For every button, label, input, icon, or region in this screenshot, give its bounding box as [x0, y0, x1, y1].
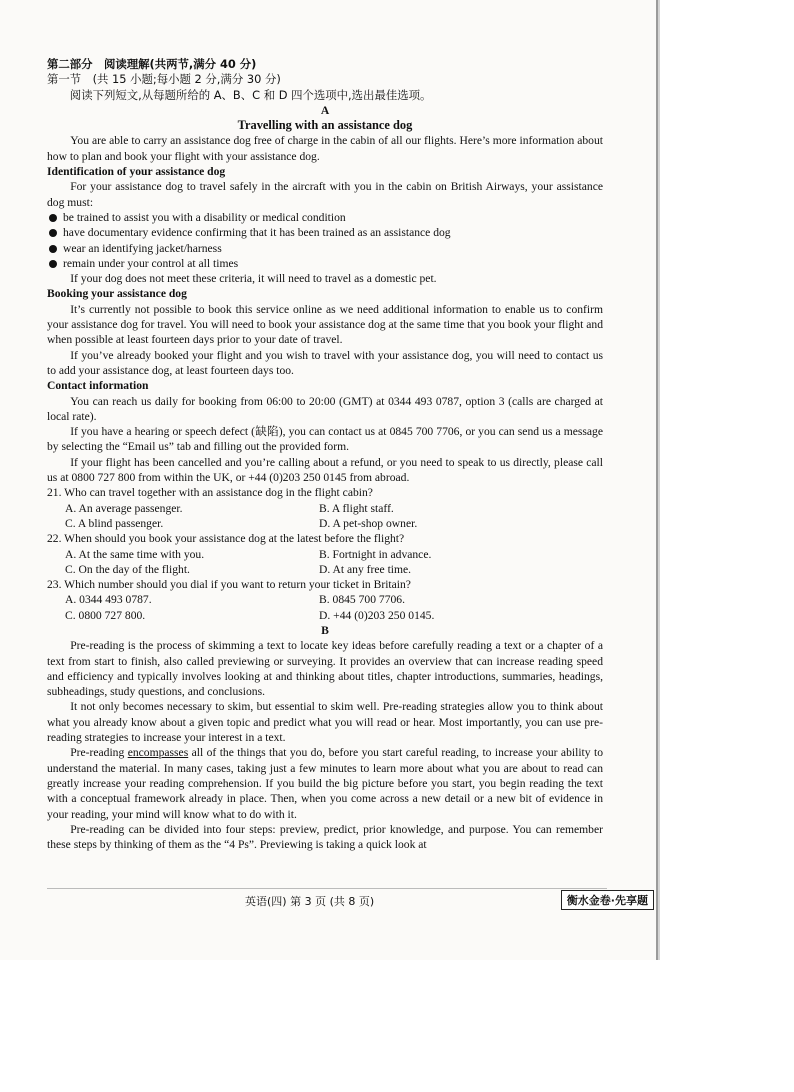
question-23-stem: 23. Which number should you dial if you want to return your ticket in Britain?: [47, 578, 411, 592]
contact-paragraph-1: You can reach us daily for booking from 06:00 to 20:00 (GMT) at 0344 493 0787, option 3 (calls are charged at local rate).: [47, 394, 603, 423]
question-22-options: [47, 562, 603, 577]
bullet-item: be trained to assist you with a disability or medical condition: [47, 210, 603, 225]
question-22-stem: 22. When should you book your assistance dog at the latest before the flight?: [47, 532, 405, 546]
page-footer: [0, 889, 656, 911]
question-22-options: [47, 547, 603, 562]
passage-b-letter: B: [321, 623, 329, 637]
bullet-icon: [49, 245, 57, 253]
option-c: C. On the day of the flight.: [65, 562, 190, 576]
brand-label: 衡水金卷·先享题: [561, 890, 654, 910]
question-23-options: [47, 608, 603, 623]
option-a: A. At the same time with you.: [65, 547, 205, 561]
booking-heading: Booking your assistance dog: [47, 287, 187, 301]
instruction: 阅读下列短文,从每题所给的 A、B、C 和 D 四个选项中,选出最佳选项。: [69, 87, 432, 102]
option-b: B. A flight staff.: [319, 501, 394, 515]
booking-paragraph-1: It’s currently not possible to book this service online as we need additional information to enable us to confirm your assistance dog for travel. You will need to book your assistance dog at the same time that you book your flight and when possible at least fourteen days prior to your date of travel.: [47, 302, 603, 347]
option-c: C. 0800 727 800.: [65, 608, 146, 622]
contact-paragraph-3: If your flight has been cancelled and you’re calling about a refund, or you need to speak to us directly, please call us at 0800 727 800 from within the UK, or +44 (0)203 250 0145 from abroad.: [47, 455, 603, 485]
passage-a-intro: You are able to carry an assistance dog free of charge in the cabin of all our flights. Here’s more information about how to plan and book your flight with your assistance dog.: [47, 134, 603, 163]
contact-heading: Contact information: [47, 379, 149, 393]
question-21-options: [47, 501, 603, 516]
part-heading: 第二部分 阅读理解(共两节,满分 40 分): [47, 57, 257, 71]
option-b: B. 0845 700 7706.: [319, 593, 405, 607]
bullet-icon: [49, 229, 57, 237]
passage-b-paragraph-1: Pre-reading is the process of skimming a text to locate key ideas before carefully reading a text or a chapter of a text from start to finish, also called previewing or surveying. It provides an overview that can increase reading speed and efficiency and typically involves looking at and thinking about titles, chapter introductions, summaries, headings, subheadings, study questions, and conclusions.: [47, 639, 603, 699]
bullet-icon: [49, 260, 57, 268]
page-number: 英语(四) 第 3 页 (共 8 页): [245, 895, 375, 908]
question-21-stem: 21. Who can travel together with an assistance dog in the flight cabin?: [47, 486, 373, 500]
option-a: A. 0344 493 0787.: [65, 593, 152, 607]
criteria-paragraph: If your dog does not meet these criteria, it will need to travel as a domestic pet.: [70, 272, 437, 286]
passage-a-letter: A: [320, 103, 330, 117]
passage-b-paragraph-3: Pre-reading encompasses all of the things that you do, before you start careful reading, to increase your ability to understand the material. In many cases, taking just a few minutes to learn more about what you are about to read can greatly increase your reading comprehension. If you build the big picture before you start, you begin reading the text with a conceptual framework already in place. Then, when you come across a new detail or a new bit of evidence in your reading, your mind will know what to do with it.: [47, 746, 603, 821]
contact-paragraph-2: If you have a hearing or speech defect (缺陷), you can contact us at 0845 700 7706, or you can send us a message by selecting the “Email us” tab and filling out the provided form.: [47, 425, 603, 454]
option-a: A. An average passenger.: [65, 501, 183, 515]
bullet-item: have documentary evidence confirming that it has been trained as an assistance dog: [47, 225, 603, 240]
bullet-icon: [49, 214, 57, 222]
option-b: B. Fortnight in advance.: [319, 547, 432, 561]
page-content: [47, 57, 603, 852]
identification-paragraph: For your assistance dog to travel safely in the aircraft with you in the cabin on British Airways, your assistance dog must:: [47, 180, 603, 209]
booking-paragraph-2: If you’ve already booked your flight and you wish to travel with your assistance dog, you will need to contact us to add your assistance dog, at least fourteen days too.: [47, 348, 603, 377]
section-heading: 第一节 (共 15 小题;每小题 2 分,满分 30 分): [47, 72, 281, 87]
question-21-options: [47, 516, 603, 531]
passage-b-paragraph-2: It not only becomes necessary to skim, but essential to skim well. Pre-reading strategies allow you to think about what you already know about a given topic and predict what you will read or hear. Most importantly, you can use pre-reading strategies to increase your interest in a text.: [47, 700, 603, 745]
option-d: D. A pet-shop owner.: [319, 516, 418, 530]
question-23-options: [47, 592, 603, 607]
option-d: D. +44 (0)203 250 0145.: [319, 608, 435, 622]
passage-a-title: Travelling with an assistance dog: [237, 118, 413, 133]
option-c: C. A blind passenger.: [65, 516, 164, 530]
bullet-item: wear an identifying jacket/harness: [47, 241, 603, 256]
underlined-word: encompasses: [127, 746, 189, 760]
bullet-item: remain under your control at all times: [47, 256, 603, 271]
identification-heading: Identification of your assistance dog: [47, 165, 226, 179]
passage-b-paragraph-4: Pre-reading can be divided into four steps: preview, predict, prior knowledge, and purpose. You can remember these steps by thinking of them as the “4 Ps”. Previewing is taking a quick look at: [47, 822, 603, 852]
option-d: D. At any free time.: [319, 562, 412, 576]
